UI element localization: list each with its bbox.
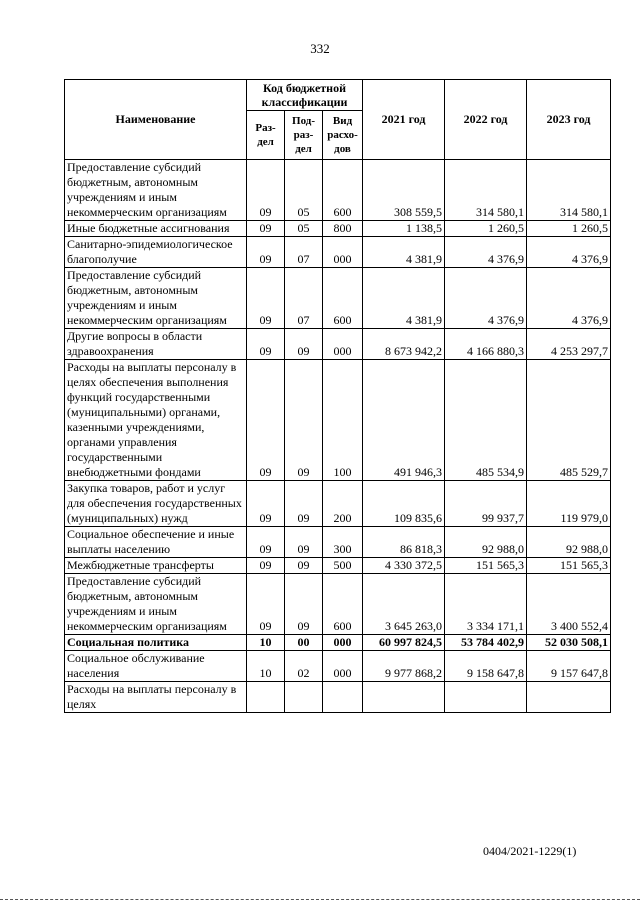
row-expense-type: 800	[323, 221, 363, 237]
row-expense-type	[323, 682, 363, 713]
row-value-2023: 3 400 552,4	[527, 574, 611, 635]
row-value-2022: 1 260,5	[445, 221, 527, 237]
table-row	[65, 329, 611, 360]
header-section: Раз-дел	[247, 111, 285, 160]
row-subsection	[285, 682, 323, 713]
row-value-2021: 491 946,3	[363, 360, 445, 481]
row-subsection: 07	[285, 237, 323, 268]
row-value-2023: 485 529,7	[527, 360, 611, 481]
row-section: 09	[247, 527, 285, 558]
row-value-2022: 4 376,9	[445, 237, 527, 268]
row-name: Закупка товаров, работ и услуг для обеспечения государственных (муниципальных) нужд	[65, 481, 247, 527]
table-body	[65, 160, 611, 713]
table-row	[65, 527, 611, 558]
row-section: 09	[247, 329, 285, 360]
row-value-2022: 9 158 647,8	[445, 651, 527, 682]
table-row	[65, 360, 611, 481]
row-value-2023: 4 376,9	[527, 237, 611, 268]
row-value-2022: 99 937,7	[445, 481, 527, 527]
row-value-2022: 314 580,1	[445, 160, 527, 221]
row-section: 09	[247, 221, 285, 237]
row-section: 09	[247, 558, 285, 574]
row-subsection: 09	[285, 360, 323, 481]
row-name: Санитарно-эпидемиологическое благополучие	[65, 237, 247, 268]
row-expense-type: 600	[323, 268, 363, 329]
row-value-2022: 4 376,9	[445, 268, 527, 329]
row-subsection: 09	[285, 329, 323, 360]
table-row	[65, 160, 611, 221]
row-subsection: 07	[285, 268, 323, 329]
row-name: Социальное обеспечение и иные выплаты населению	[65, 527, 247, 558]
header-name: Наименование	[65, 80, 247, 160]
row-name: Межбюджетные трансферты	[65, 558, 247, 574]
row-value-2021: 3 645 263,0	[363, 574, 445, 635]
row-value-2021: 8 673 942,2	[363, 329, 445, 360]
row-name: Иные бюджетные ассигнования	[65, 221, 247, 237]
row-value-2022: 92 988,0	[445, 527, 527, 558]
row-value-2021: 86 818,3	[363, 527, 445, 558]
row-subsection: 09	[285, 481, 323, 527]
row-name: Предоставление субсидий бюджетным, автономным учреждениям и иным некоммерческим организациям	[65, 574, 247, 635]
row-value-2021: 60 997 824,5	[363, 635, 445, 651]
row-section: 10	[247, 635, 285, 651]
row-value-2023: 52 030 508,1	[527, 635, 611, 651]
row-value-2022: 151 565,3	[445, 558, 527, 574]
header-expense-type: Вид расхо-дов	[323, 111, 363, 160]
row-value-2023: 1 260,5	[527, 221, 611, 237]
row-value-2023: 9 157 647,8	[527, 651, 611, 682]
table-row	[65, 558, 611, 574]
scan-edge-line	[0, 899, 640, 900]
row-value-2021: 109 835,6	[363, 481, 445, 527]
row-section: 09	[247, 574, 285, 635]
row-subsection: 00	[285, 635, 323, 651]
row-value-2022: 4 166 880,3	[445, 329, 527, 360]
header-subsection: Под-раз-дел	[285, 111, 323, 160]
page-number: 332	[310, 41, 330, 56]
table-row	[65, 635, 611, 651]
table-row	[65, 574, 611, 635]
row-name: Социальная политика	[65, 635, 247, 651]
row-section: 09	[247, 160, 285, 221]
row-value-2023: 151 565,3	[527, 558, 611, 574]
row-value-2022: 53 784 402,9	[445, 635, 527, 651]
row-section: 09	[247, 268, 285, 329]
row-value-2022: 3 334 171,1	[445, 574, 527, 635]
row-value-2023: 4 376,9	[527, 268, 611, 329]
table-row	[65, 221, 611, 237]
table-row	[65, 651, 611, 682]
row-name: Расходы на выплаты персоналу в целях обеспечения выполнения функций государственными (муниципальными) органами, казенными учреждениями, органами управления государственными внебюджетными фондами	[65, 360, 247, 481]
row-expense-type: 000	[323, 635, 363, 651]
row-subsection: 05	[285, 160, 323, 221]
row-expense-type: 000	[323, 651, 363, 682]
row-name: Расходы на выплаты персоналу в целях	[65, 682, 247, 713]
row-value-2023: 119 979,0	[527, 481, 611, 527]
row-name: Предоставление субсидий бюджетным, автономным учреждениям и иным некоммерческим организациям	[65, 268, 247, 329]
row-value-2021: 4 330 372,5	[363, 558, 445, 574]
row-subsection: 09	[285, 558, 323, 574]
row-value-2021: 9 977 868,2	[363, 651, 445, 682]
row-value-2021: 308 559,5	[363, 160, 445, 221]
row-expense-type: 500	[323, 558, 363, 574]
row-section: 09	[247, 237, 285, 268]
table-row	[65, 682, 611, 713]
header-2023: 2023 год	[527, 80, 611, 160]
row-name: Предоставление субсидий бюджетным, автономным учреждениям и иным некоммерческим организациям	[65, 160, 247, 221]
row-expense-type: 100	[323, 360, 363, 481]
row-section: 09	[247, 360, 285, 481]
table-row	[65, 237, 611, 268]
document-code: 0404/2021-1229(1)	[483, 844, 577, 858]
row-expense-type: 300	[323, 527, 363, 558]
row-name: Другие вопросы в области здравоохранения	[65, 329, 247, 360]
row-value-2022	[445, 682, 527, 713]
row-value-2021: 4 381,9	[363, 268, 445, 329]
budget-table	[64, 79, 611, 713]
row-section: 10	[247, 651, 285, 682]
table-row	[65, 481, 611, 527]
row-value-2021	[363, 682, 445, 713]
row-value-2023: 314 580,1	[527, 160, 611, 221]
row-value-2023: 92 988,0	[527, 527, 611, 558]
row-subsection: 05	[285, 221, 323, 237]
table-row	[65, 268, 611, 329]
row-section	[247, 682, 285, 713]
row-value-2023: 4 253 297,7	[527, 329, 611, 360]
row-value-2022: 485 534,9	[445, 360, 527, 481]
row-expense-type: 200	[323, 481, 363, 527]
row-subsection: 09	[285, 527, 323, 558]
row-expense-type: 600	[323, 160, 363, 221]
row-value-2023	[527, 682, 611, 713]
row-subsection: 02	[285, 651, 323, 682]
row-expense-type: 600	[323, 574, 363, 635]
row-expense-type: 000	[323, 237, 363, 268]
header-code-group: Код бюджетной классификации	[247, 80, 363, 111]
header-2022: 2022 год	[445, 80, 527, 160]
header-2021: 2021 год	[363, 80, 445, 160]
row-value-2021: 4 381,9	[363, 237, 445, 268]
row-expense-type: 000	[323, 329, 363, 360]
row-subsection: 09	[285, 574, 323, 635]
row-name: Социальное обслуживание населения	[65, 651, 247, 682]
row-section: 09	[247, 481, 285, 527]
row-value-2021: 1 138,5	[363, 221, 445, 237]
